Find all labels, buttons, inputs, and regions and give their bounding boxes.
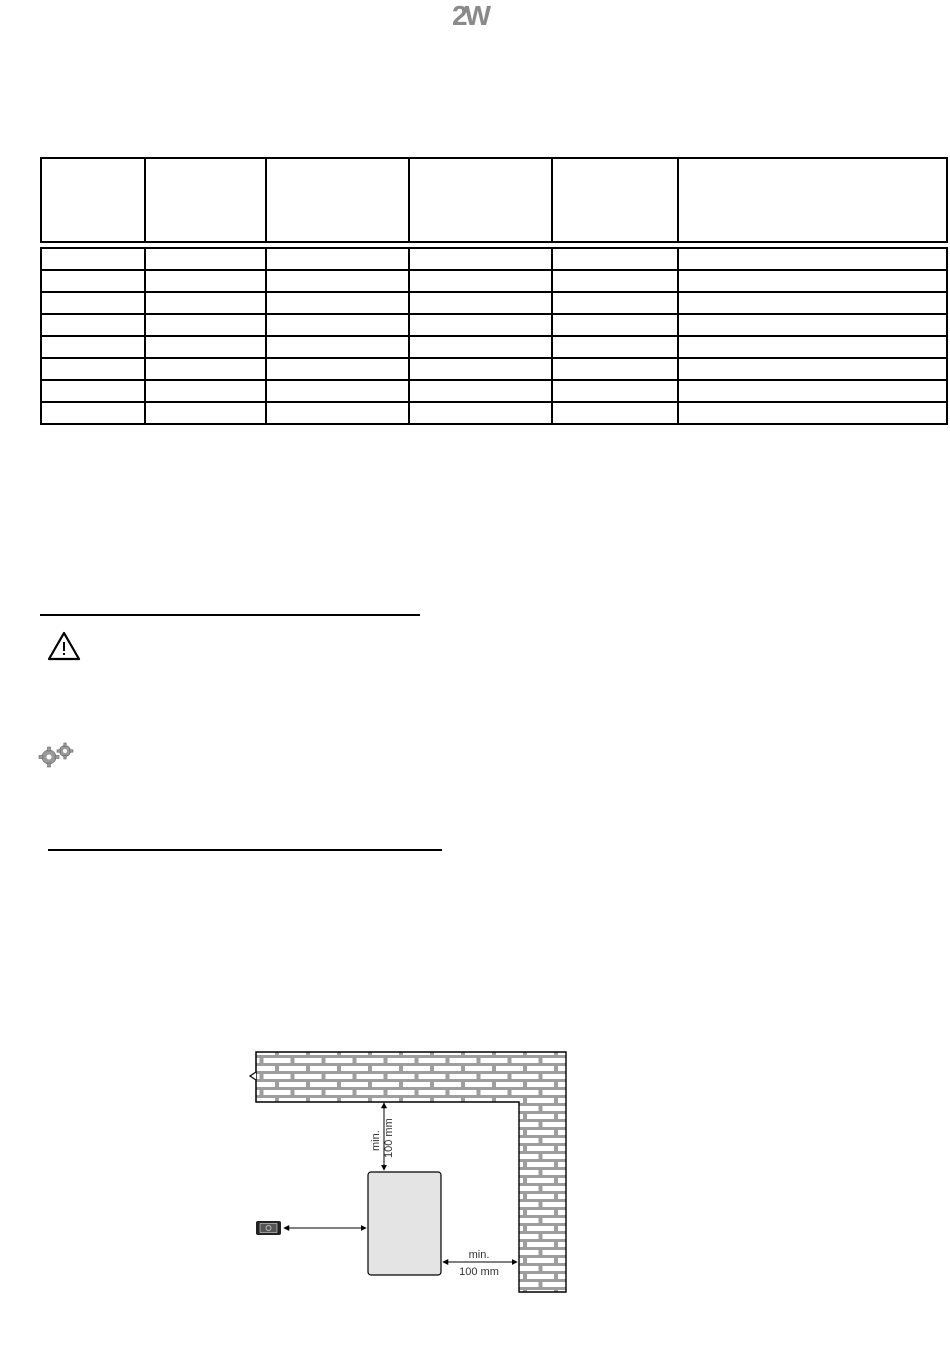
installation-clearance-diagram	[246, 1048, 576, 1298]
table-row	[41, 402, 947, 424]
table-row	[41, 270, 947, 292]
side-clearance-label-line2: 100 mm	[459, 1266, 499, 1278]
side-clearance-label-line1: min.	[468, 1249, 490, 1261]
table-row	[41, 292, 947, 314]
table-header-row	[41, 158, 947, 242]
spec-table	[40, 157, 946, 425]
warning-triangle-icon	[46, 630, 82, 662]
section-heading-rule	[40, 614, 420, 616]
control-panel-icon	[256, 1221, 281, 1235]
table-header-cell	[678, 158, 947, 242]
top-clearance-label-line1: min.	[370, 1130, 382, 1151]
heater-unit	[368, 1172, 441, 1275]
gears-icon	[38, 742, 78, 768]
table-row	[41, 380, 947, 402]
table-row	[41, 248, 947, 270]
table-row	[41, 336, 947, 358]
table-row	[41, 314, 947, 336]
table-header-cell	[145, 158, 266, 242]
top-clearance-label-line2: 100 mm	[383, 1118, 395, 1158]
table-header-cell	[41, 158, 145, 242]
section-heading-rule	[48, 849, 442, 851]
brand-logo-text: 2W	[452, 2, 488, 28]
table-header-cell	[552, 158, 678, 242]
table-header-cell	[409, 158, 552, 242]
brand-logo	[452, 2, 504, 28]
table-header-cell	[266, 158, 409, 242]
table-row	[41, 358, 947, 380]
